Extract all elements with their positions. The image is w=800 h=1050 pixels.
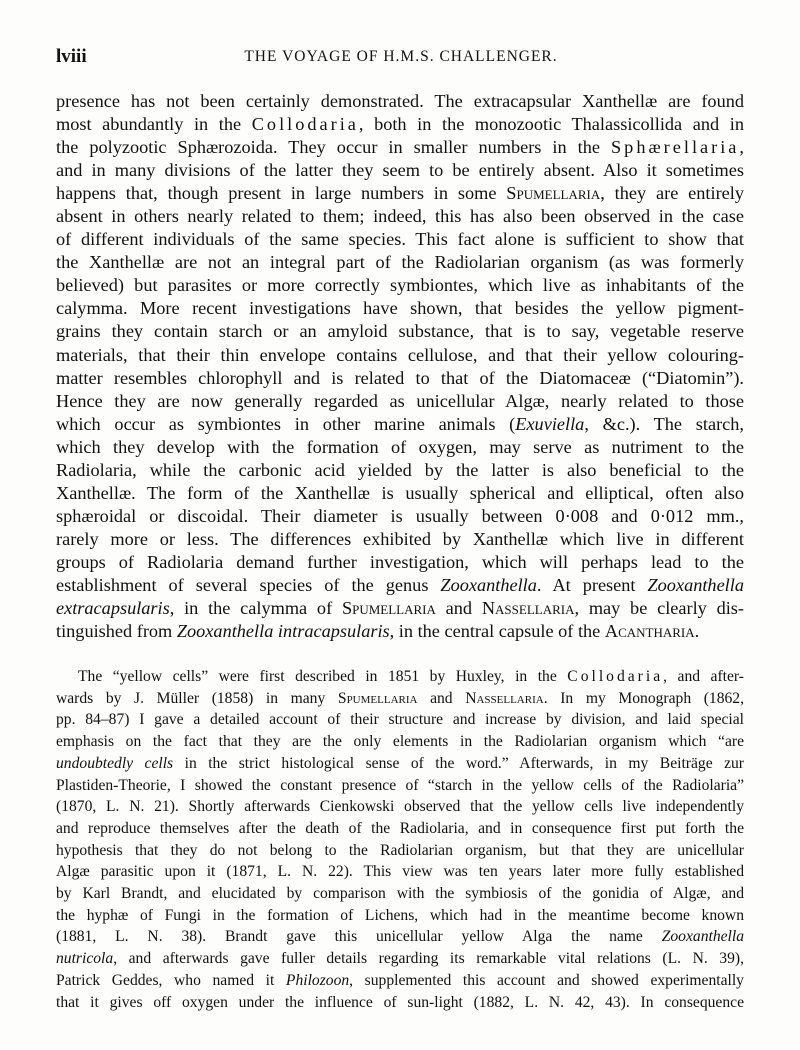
text-line bbox=[56, 992, 744, 1014]
text-line bbox=[56, 970, 744, 992]
italic-text: Exuviella bbox=[515, 413, 585, 434]
text-segment: tinguished from bbox=[56, 621, 177, 642]
text-line bbox=[56, 709, 744, 731]
paragraph-2 bbox=[56, 666, 744, 1013]
text-segment: matter resembles chlorophyll and is related to that of the Diatomaceæ (“Diatomin”). bbox=[56, 367, 744, 388]
text-segment: presence has not been certainly demonstrated. The extracapsular Xanthellæ are found bbox=[56, 91, 744, 111]
text-line bbox=[56, 182, 744, 205]
text-segment: Plastiden-Theorie, I showed the constant presence of “starch in the yellow cells of the Radiolaria” bbox=[56, 776, 744, 794]
small-caps-text: Spumellaria bbox=[506, 183, 601, 204]
text-segment: rarely more or less. The differences exhibited by Xanthellæ which live in different bbox=[56, 528, 744, 549]
text-segment: , &c.). The starch, bbox=[584, 413, 744, 434]
text-segment: grains they contain starch or an amyloid substance, that is to say, vegetable reserve bbox=[56, 321, 744, 342]
text-line bbox=[56, 753, 744, 775]
text-segment: wards by J. Müller (1858) in many bbox=[56, 689, 338, 707]
text-segment: most abundantly in the bbox=[56, 114, 252, 135]
spaced-text: Sphærellaria bbox=[611, 137, 740, 158]
small-caps-text: Spumellaria bbox=[341, 598, 436, 619]
text-segment: believed) but parasites or more correctly symbiontes, which live as inhabitants of the bbox=[56, 275, 744, 296]
italic-text: Philozoon bbox=[285, 971, 350, 989]
text-line bbox=[56, 274, 744, 297]
text-segment: and reproduce themselves after the death of the Radiolaria, and in consequence first put forth the bbox=[56, 819, 744, 837]
text-segment: sphæroidal or discoidal. Their diameter is usually between 0·008 and 0·012 mm., bbox=[56, 505, 744, 526]
text-segment: . bbox=[694, 621, 700, 642]
text-line bbox=[56, 459, 744, 482]
text-line bbox=[56, 90, 744, 113]
text-line bbox=[56, 861, 744, 883]
text-line bbox=[56, 344, 744, 367]
text-line bbox=[56, 840, 744, 862]
text-segment: , and after- bbox=[663, 668, 744, 685]
text-line bbox=[56, 367, 744, 390]
text-line bbox=[56, 775, 744, 797]
text-segment: , both in the monozootic Thalassicollida and in bbox=[358, 114, 744, 135]
paragraph-1 bbox=[56, 90, 744, 643]
small-caps-text: Spumellaria bbox=[337, 689, 418, 707]
text-segment: the Xanthellæ are not an integral part of the Radiolarian organism (as was formerly bbox=[56, 252, 744, 273]
text-segment: Patrick Geddes, who named it bbox=[56, 971, 286, 989]
text-segment: The “yellow cells” were first described in 1851 by Huxley, in the bbox=[78, 668, 568, 685]
text-line bbox=[56, 688, 744, 710]
small-caps-text: Nassellaria bbox=[481, 598, 575, 619]
text-segment: , and afterwards gave fuller details regarding its remarkable vital relations (L. N. 39), bbox=[113, 950, 744, 968]
text-line bbox=[56, 136, 744, 159]
text-line bbox=[56, 159, 744, 182]
text-segment: materials, that their thin envelope contains cellulose, and that their yellow colouring- bbox=[56, 344, 744, 365]
text-line bbox=[56, 228, 744, 251]
text-line bbox=[56, 948, 744, 970]
spaced-text: Collodaria bbox=[251, 114, 359, 135]
text-line bbox=[56, 666, 744, 688]
text-segment: which they develop with the formation of oxygen, may serve as nutriment to the bbox=[56, 436, 744, 457]
text-line bbox=[56, 731, 744, 753]
spaced-text: Collodaria bbox=[567, 668, 664, 685]
text-segment: , bbox=[739, 137, 744, 158]
text-segment: happens that, though present in large numbers in some bbox=[56, 183, 507, 204]
text-segment: Hence they are now generally regarded as unicellular Algæ, nearly related to those bbox=[56, 390, 744, 411]
text-segment: which occur as symbiontes in other marine animals ( bbox=[56, 413, 516, 434]
text-line bbox=[56, 883, 744, 905]
text-segment: , they are entirely bbox=[600, 183, 744, 204]
text-line bbox=[56, 390, 744, 413]
text-segment: and in many divisions of the latter they seem to be entirely absent. Also it sometimes bbox=[56, 160, 744, 181]
italic-text: Zooxanthella intracapsularis bbox=[176, 621, 390, 642]
text-line bbox=[56, 205, 744, 228]
small-caps-text: Nassellaria bbox=[465, 689, 544, 707]
text-segment: groups of Radiolaria demand further investigation, which will perhaps lead to the bbox=[56, 551, 744, 572]
text-segment: (1881, L. N. 38). Brandt gave this unicellular yellow Alga the name bbox=[56, 928, 662, 946]
text-segment: the polyzootic Sphærozoida. They occur in smaller numbers in the bbox=[56, 137, 612, 158]
text-line bbox=[56, 551, 744, 574]
text-line bbox=[56, 905, 744, 927]
text-segment: in the strict histological sense of the word.” Afterwards, in my Beiträge zur bbox=[173, 754, 744, 772]
text-line bbox=[56, 297, 744, 320]
text-segment: Xanthellæ. The form of the Xanthellæ is usually spherical and elliptical, often also bbox=[56, 482, 744, 503]
text-line bbox=[56, 251, 744, 274]
text-line bbox=[56, 482, 744, 505]
text-segment: . At present bbox=[536, 574, 648, 595]
small-caps-text: Acantharia bbox=[604, 621, 695, 642]
text-line bbox=[56, 528, 744, 551]
text-line bbox=[56, 113, 744, 136]
text-segment: calymma. More recent investigations have shown, that besides the yellow pigment- bbox=[56, 298, 744, 319]
running-title: THE VOYAGE OF H.M.S. CHALLENGER. bbox=[244, 48, 558, 65]
italic-text: Zooxanthella bbox=[661, 928, 744, 946]
text-segment: Radiolaria, while the carbonic acid yielded by the latter is also beneficial to the bbox=[56, 459, 744, 480]
text-line bbox=[56, 413, 744, 436]
page-header bbox=[56, 46, 746, 70]
text-line bbox=[56, 574, 744, 597]
text-segment: the hyphæ of Fungi in the formation of Lichens, which had in the meantime become known bbox=[56, 906, 744, 924]
italic-text: Zooxanthella bbox=[647, 574, 744, 595]
italic-text: extracapsularis bbox=[56, 598, 170, 619]
text-line bbox=[56, 926, 744, 948]
text-line bbox=[56, 597, 744, 620]
text-segment: that it gives off oxygen under the influence of sun-light (1882, L. N. 42, 43). In consequence bbox=[56, 993, 744, 1011]
text-segment: Algæ parasitic upon it (1871, L. N. 22). This view was ten years later more fully established bbox=[56, 863, 744, 881]
text-segment: , supplemented this account and showed experimentally bbox=[349, 971, 744, 989]
text-segment: emphasis on the fact that they are the only elements in the Radiolarian organism which “are bbox=[56, 733, 744, 751]
italic-text: undoubtedly cells bbox=[56, 754, 174, 772]
page-number: lviii bbox=[56, 46, 87, 67]
text-segment: by Karl Brandt, and elucidated by comparison with the symbiosis of the gonidia of Algæ, and bbox=[56, 885, 744, 903]
text-line bbox=[56, 818, 744, 840]
text-segment: pp. 84–87) I gave a detailed account of their structure and increase by division, and laid special bbox=[56, 711, 744, 729]
text-segment: (1870, L. N. 21). Shortly afterwards Cienkowski observed that the yellow cells live independently bbox=[56, 798, 744, 816]
text-segment: establishment of several species of the genus bbox=[56, 574, 441, 595]
text-line bbox=[56, 796, 744, 818]
italic-text: nutricola bbox=[56, 950, 114, 968]
text-line bbox=[56, 436, 744, 459]
text-segment: absent in others nearly related to them; indeed, this has also been observed in the case bbox=[56, 206, 744, 227]
text-segment: , in the calymma of bbox=[169, 598, 342, 619]
text-segment: hypothesis that they do not belong to the Radiolarian organism, but that they are unicellular bbox=[56, 841, 744, 859]
text-segment: and bbox=[417, 689, 466, 707]
text-segment: , in the central capsule of the bbox=[389, 621, 605, 642]
text-segment: and bbox=[435, 598, 482, 619]
text-line bbox=[56, 320, 744, 343]
text-segment: . In my Monograph (1862, bbox=[543, 689, 744, 707]
text-segment: of different individuals of the same species. This fact alone is sufficient to show that bbox=[56, 229, 744, 250]
text-line bbox=[56, 620, 744, 643]
text-line bbox=[56, 505, 744, 528]
italic-text: Zooxanthella bbox=[440, 574, 537, 595]
text-segment: , may be clearly dis- bbox=[574, 598, 744, 619]
